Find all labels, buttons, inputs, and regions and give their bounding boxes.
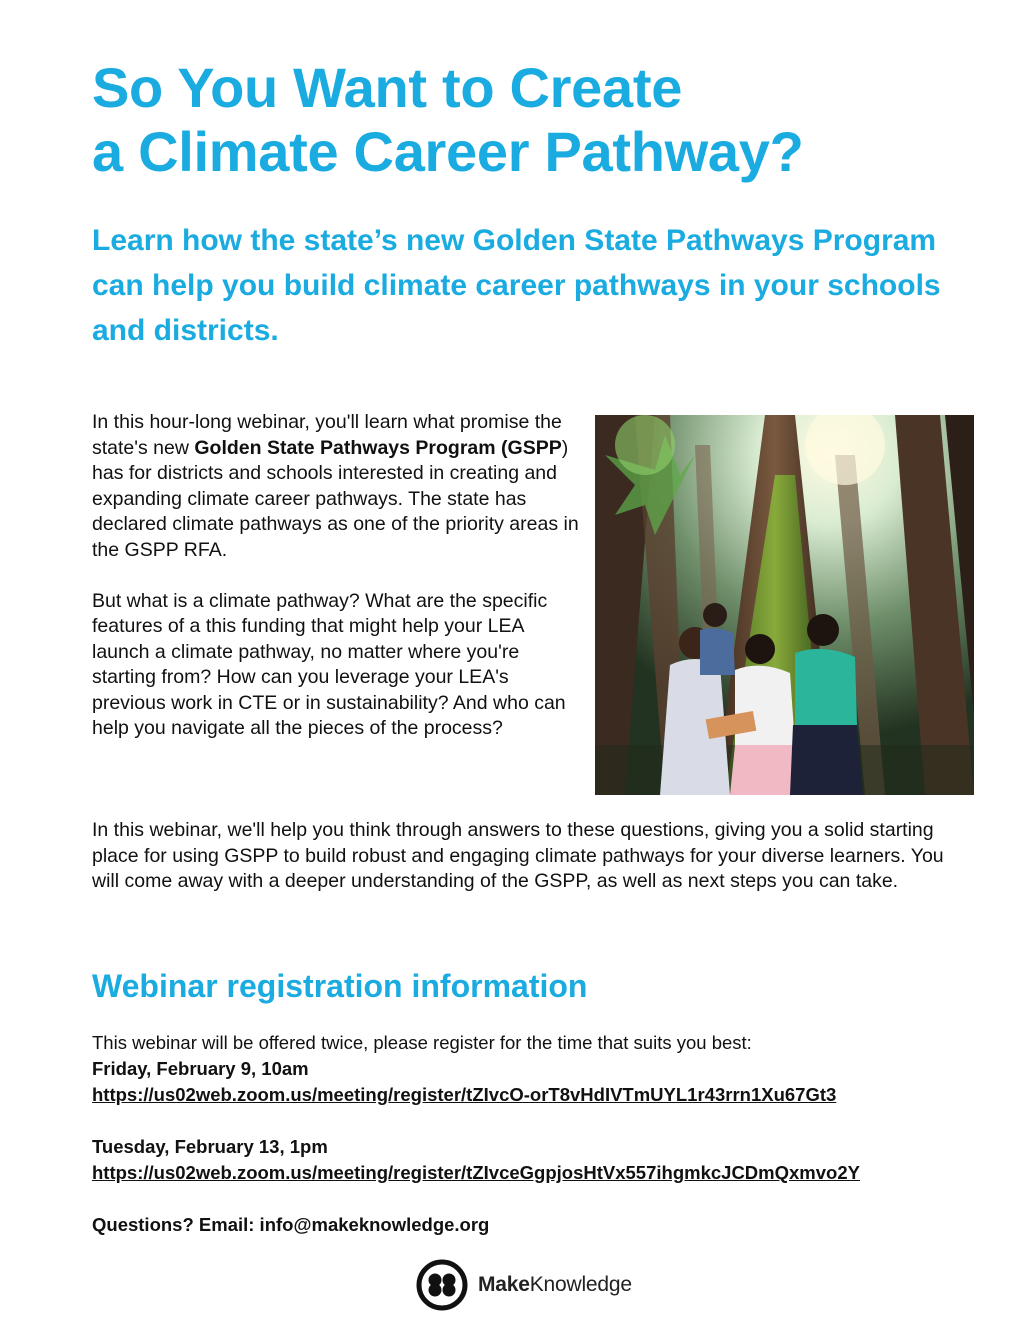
page-title xyxy=(92,56,972,184)
spacer xyxy=(92,1186,992,1212)
intro-paragraph-2: But what is a climate pathway? What are the specific features of a this funding that might help your LEA launch a climate pathway, no matter where you're starting from? How can you leverage your LEA's previous work in CTE or in sustainability? And who can help you navigate all the pieces of the process? xyxy=(92,589,566,739)
hero-photo xyxy=(595,415,974,795)
session-2-date: Tuesday, February 13, 1pm xyxy=(92,1136,328,1157)
gspp-name: Golden State Pathways Program (GSPP xyxy=(194,436,562,459)
spacer xyxy=(92,1108,992,1134)
registration-info xyxy=(92,1030,992,1238)
logo-word-knowledge: Knowledge xyxy=(529,1273,632,1296)
questions-email[interactable]: Questions? Email: info@makeknowledge.org xyxy=(92,1214,490,1235)
session-1-date: Friday, February 9, 10am xyxy=(92,1058,309,1079)
makeknowledge-logo-icon xyxy=(416,1259,468,1311)
page-subtitle: Learn how the state’s new Golden State Pathways Program can help you build climate career pathways in your schools and districts. xyxy=(92,224,941,347)
registration-heading: Webinar registration information xyxy=(92,968,588,1004)
students-forest-illustration xyxy=(595,415,974,795)
title-line-1: So You Want to Create xyxy=(92,56,683,119)
registration-intro: This webinar will be offered twice, please register for the time that suits you best: xyxy=(92,1032,752,1053)
makeknowledge-logo[interactable] xyxy=(416,1258,632,1312)
logo-word-make: Make xyxy=(478,1273,530,1296)
logo-wordmark xyxy=(478,1273,632,1297)
intro-paragraph-1 xyxy=(92,410,582,563)
intro-p1-text: In this hour-long webinar, you'll learn what promise the state's new xyxy=(92,411,562,459)
intro-text xyxy=(92,410,582,767)
intro-paragraph-3: In this webinar, we'll help you think through answers to these questions, giving you a solid starting place for using GSPP to build robust and engaging climate pathways for your diverse learners. You will come away with a deeper understanding of the GSPP, as well as next steps you can take. xyxy=(92,819,944,892)
title-line-2: a Climate Career Pathway? xyxy=(92,120,804,183)
session-1-register-link[interactable]: https://us02web.zoom.us/meeting/register/tZIvcO-orT8vHdIVTmUYL1r43rrn1Xu67Gt3 xyxy=(92,1084,837,1105)
session-2-register-link[interactable]: https://us02web.zoom.us/meeting/register/tZIvceGgpjosHtVx557ihgmkcJCDmQxmvo2Y xyxy=(92,1162,860,1183)
intro-p1-rest: ) has for districts and schools interested in creating and expanding climate career pathways. The state has declared climate pathways as one of the priority areas in the GSPP RFA. xyxy=(92,436,579,561)
